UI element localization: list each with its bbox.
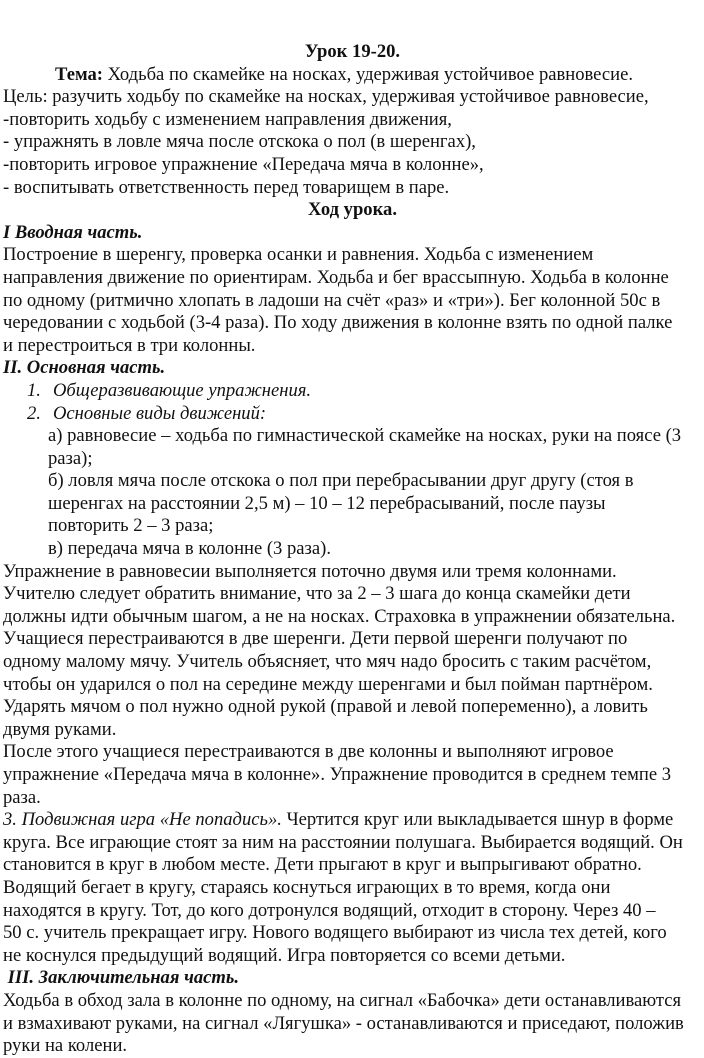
list-text: Общеразвивающие упражнения. bbox=[53, 379, 312, 401]
part1-line: и перестроиться в три колонны. bbox=[3, 334, 256, 356]
part1-line: чередовании с ходьбой (3-4 раза). По ходу движения в колонне взять по одной палке bbox=[3, 312, 673, 334]
lesson-title: Урок 19-20. bbox=[304, 41, 401, 62]
sub-item-line: а) равновесие – ходьба по гимнастической скамейке на носках, руки на поясе (3 bbox=[48, 425, 682, 447]
body-line: Учителю следует обратить внимание, что за 2 – 3 шага до конца скамейки дети bbox=[3, 583, 631, 605]
topic-label: Тема: bbox=[55, 63, 103, 85]
sub-item-line: в) передача мяча в колонне (3 раза). bbox=[48, 538, 331, 560]
body-line: двумя руками. bbox=[3, 718, 117, 740]
game-first-text: Чертится круг или выкладывается шнур в форме bbox=[281, 809, 674, 831]
game-line: не коснулся предыдущий водящий. Игра повторяется со всеми детьми. bbox=[3, 944, 566, 966]
sub-item-line: шеренгах на расстоянии 2,5 м) – 10 – 12 перебрасываний, после паузы bbox=[48, 492, 606, 514]
game-line: Водящий бегает в кругу, стараясь коснуться играющих в то время, когда они bbox=[3, 876, 611, 898]
list-number: 1. bbox=[27, 379, 41, 401]
list-item bbox=[3, 403, 702, 426]
part3-line: руки на колени. bbox=[3, 1035, 128, 1057]
list-text: Основные виды движений: bbox=[53, 402, 267, 424]
list-item bbox=[3, 380, 702, 403]
body-line: Учащиеся перестраиваются в две шеренги. Дети первой шеренги получают по bbox=[3, 628, 628, 650]
part2-heading: II. Основная часть. bbox=[3, 357, 166, 379]
game-line: 50 с. учитель прекращает игру. Нового водящего выбирают из числа тех детей, кого bbox=[3, 922, 667, 944]
goal-line: Цель: разучить ходьбу по скамейке на носках, удерживая устойчивое равновесие, bbox=[3, 86, 649, 108]
body-line: раза. bbox=[3, 786, 41, 808]
body-line: одному малому мячу. Учитель объясняет, что мяч надо бросить с таким расчётом, bbox=[3, 651, 652, 673]
sub-item-line: повторить 2 – 3 раза; bbox=[48, 515, 214, 537]
sub-item-line: б) ловля мяча после отскока о пол при перебрасывании друг другу (стоя в bbox=[48, 470, 634, 492]
topic-line bbox=[3, 64, 702, 87]
goal-line: -повторить игровое упражнение «Передача мяча в колонне», bbox=[3, 153, 484, 175]
game-line: круга. Все играющие стоят за ним на расстоянии полушага. Выбирается водящий. Он bbox=[3, 831, 683, 853]
part3-heading: III. Заключительная часть. bbox=[3, 967, 239, 989]
body-line: должны идти обычным шагом, а не на носках. Страховка в упражнении обязательна. bbox=[3, 605, 676, 627]
body-line: После этого учащиеся перестраиваются в две колонны и выполняют игровое bbox=[3, 741, 614, 763]
goal-line: - воспитывать ответственность перед товарищем в паре. bbox=[3, 176, 450, 198]
goal-line: - упражнять в ловле мяча после отскока о пол (в шеренгах), bbox=[3, 131, 476, 153]
course-heading: Ход урока. bbox=[308, 199, 397, 221]
part1-line: направления движение по ориентирам. Ходьба и бег врассыпную. Ходьба в колонне bbox=[3, 266, 669, 288]
part3-line: Ходьба в обход зала в колонне по одному, на сигнал «Бабочка» дети останавливаются bbox=[3, 989, 682, 1011]
sub-item-line: раза); bbox=[48, 447, 93, 469]
part1-heading: I Вводная часть. bbox=[3, 221, 143, 243]
game-line: находятся в кругу. Тот, до кого дотронулся водящий, отходит в сторону. Через 40 – bbox=[3, 899, 656, 921]
part3-line: и взмахивают руками, на сигнал «Лягушка» - останавливаются и приседают, положив bbox=[3, 1012, 684, 1034]
body-line: чтобы он ударился о пол на середине между шеренгами и был пойман партнёром. bbox=[3, 673, 653, 695]
game-line: становится в круг в любом месте. Дети прыгают в круг и выпрыгивают обратно. bbox=[3, 854, 642, 876]
game-first-line bbox=[3, 809, 702, 832]
goal-line: -повторить ходьбу с изменением направления движения, bbox=[3, 108, 452, 130]
body-line: Ударять мячом о пол нужно одной рукой (правой и левой попеременно), а ловить bbox=[3, 696, 648, 718]
part1-line: по одному (ритмично хлопать в ладоши на счёт «раз» и «три»). Бег колонной 50с в bbox=[3, 289, 661, 311]
part1-line: Построение в шеренгу, проверка осанки и равнения. Ходьба с изменением bbox=[3, 244, 594, 266]
topic-text: Ходьба по скамейке на носках, удерживая устойчивое равновесие. bbox=[102, 63, 634, 85]
body-line: Упражнение в равновесии выполняется поточно двумя или тремя колоннами. bbox=[3, 560, 617, 582]
body-line: упражнение «Передача мяча в колонне». Упражнение проводится в среднем темпе 3 bbox=[3, 764, 672, 785]
list-number: 2. bbox=[27, 402, 41, 424]
game-title: 3. Подвижная игра «Не попадись». bbox=[3, 809, 282, 831]
